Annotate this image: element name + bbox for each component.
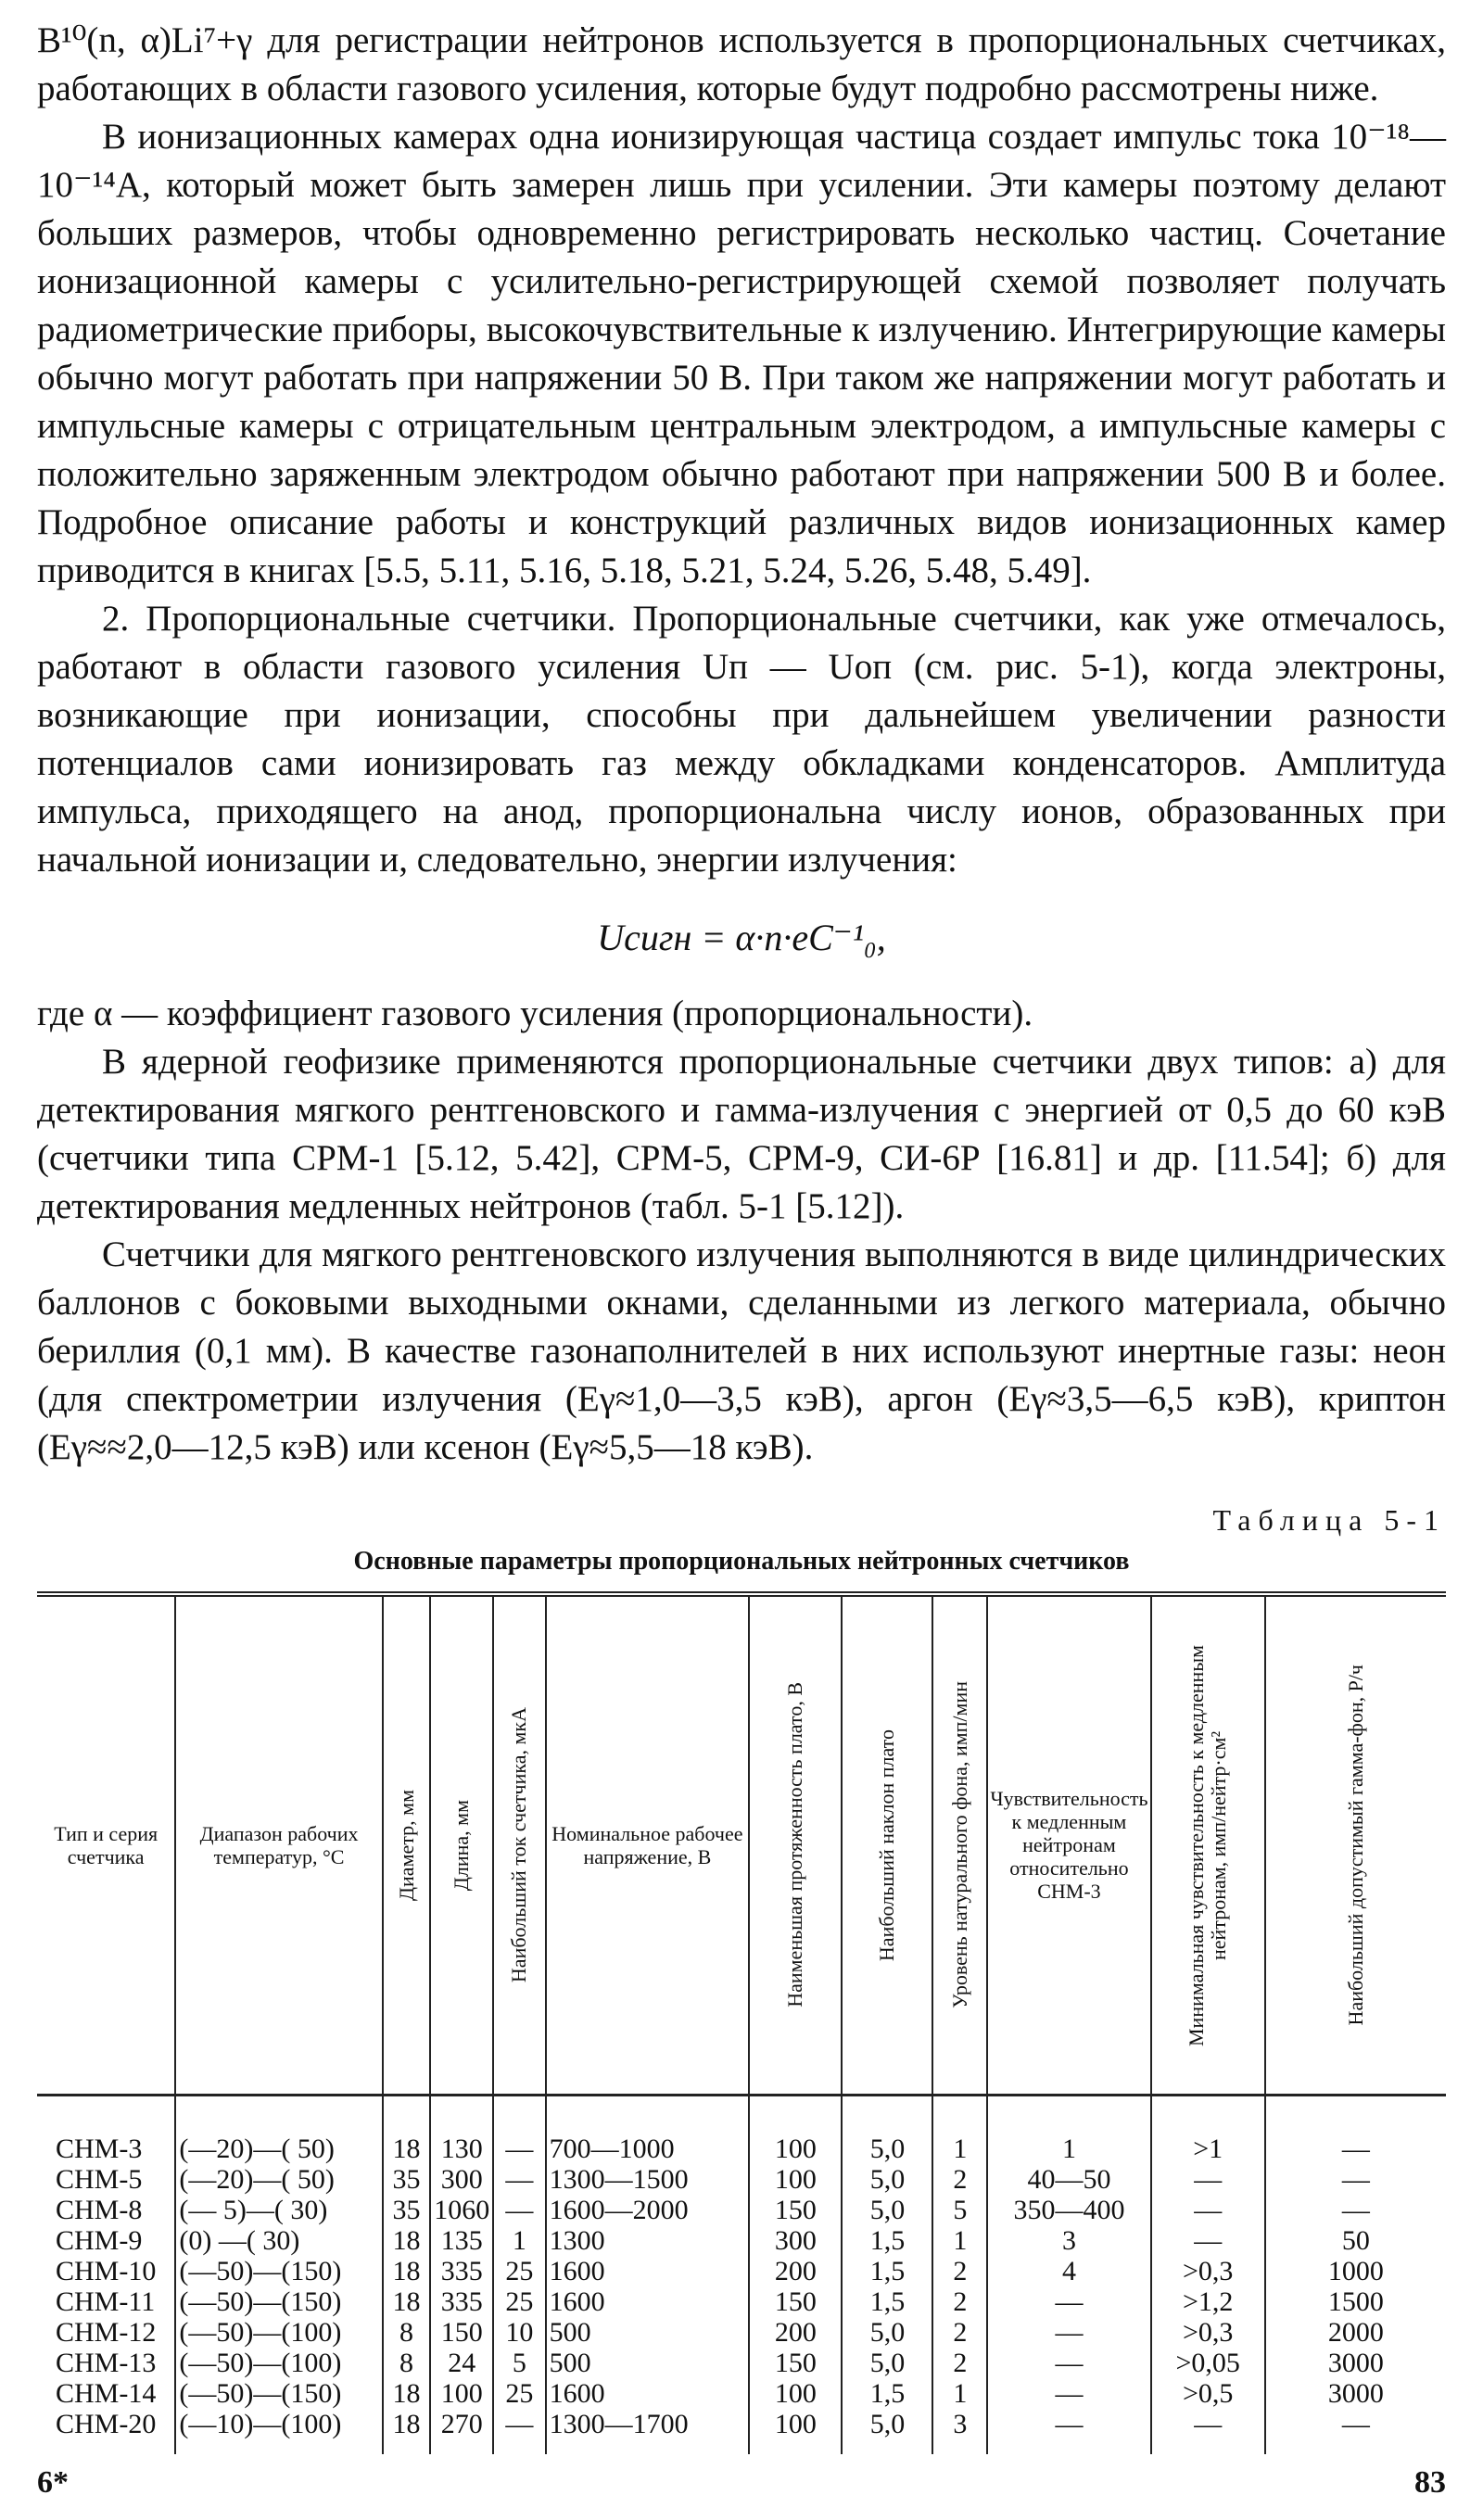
header-text: Наибольший наклон плато xyxy=(875,1729,899,1961)
parameters-table xyxy=(37,1591,1446,2454)
header-text: Наименьшая протяженность плато, В xyxy=(783,1682,807,2008)
table-cell: 1,5 xyxy=(842,2286,932,2317)
table-cell: 4 xyxy=(987,2256,1150,2286)
table-cell: 1600 xyxy=(546,2286,750,2317)
table-cell: (—50)—(150) xyxy=(175,2256,382,2286)
table-cell: (— 5)—( 30) xyxy=(175,2195,382,2225)
table-cell: (—20)—( 50) xyxy=(175,2164,382,2195)
table-cell: 700—1000 xyxy=(546,2095,750,2164)
header-cell xyxy=(37,1594,175,2095)
table-cell: 150 xyxy=(430,2317,493,2348)
header-row xyxy=(37,1594,1446,2095)
table-cell: 25 xyxy=(493,2286,545,2317)
table-cell: 5 xyxy=(493,2348,545,2378)
table-cell: 25 xyxy=(493,2256,545,2286)
table-cell: 100 xyxy=(749,2164,842,2195)
table-cell: — xyxy=(1265,2409,1446,2454)
table-cell: СНМ-20 xyxy=(56,2408,157,2439)
table-cell: >0,3 xyxy=(1151,2256,1265,2286)
table-cell: 1 xyxy=(932,2378,987,2409)
table-cell: — xyxy=(987,2286,1150,2317)
table-cell: 1600 xyxy=(546,2256,750,2286)
table-cell: 500 xyxy=(546,2348,750,2378)
formula: Uсигн = α·n·eC⁻¹₀, xyxy=(597,917,886,958)
table-row xyxy=(37,2317,1446,2348)
header-cell xyxy=(1265,1594,1446,2095)
table-cell: 1,5 xyxy=(842,2256,932,2286)
page-number: 83 xyxy=(1414,2465,1446,2500)
table-cell: 1600—2000 xyxy=(546,2195,750,2225)
table-cell: >0,3 xyxy=(1151,2317,1265,2348)
table-cell: 3000 xyxy=(1265,2378,1446,2409)
table-cell: 335 xyxy=(430,2286,493,2317)
table-cell: 40—50 xyxy=(987,2164,1150,2195)
table-cell: (—50)—(100) xyxy=(175,2317,382,2348)
table-cell: 2 xyxy=(932,2164,987,2195)
table-cell: СНМ-13 xyxy=(56,2347,157,2378)
table-cell: — xyxy=(1265,2164,1446,2195)
table-cell: — xyxy=(1151,2195,1265,2225)
table-cell: 35 xyxy=(383,2164,430,2195)
header-text: Наибольший ток счетчика, мкА xyxy=(507,1707,531,1983)
table-cell: 5,0 xyxy=(842,2348,932,2378)
table-cell: СНМ-8 xyxy=(56,2194,143,2225)
table-cell: 1300—1500 xyxy=(546,2164,750,2195)
table-cell: 1300—1700 xyxy=(546,2409,750,2454)
table-cell: — xyxy=(987,2409,1150,2454)
table-row xyxy=(37,2225,1446,2256)
header-text: Уровень натурального фона, имп/мин xyxy=(947,1681,971,2009)
table-cell: 18 xyxy=(383,2256,430,2286)
table-cell: (—50)—(150) xyxy=(175,2378,382,2409)
header-cell xyxy=(493,1594,545,2095)
table-cell: 5,0 xyxy=(842,2409,932,2454)
header-text: Наибольший допустимый гамма-фон, Р/ч xyxy=(1343,1665,1367,2026)
table-cell: 150 xyxy=(749,2286,842,2317)
table-body xyxy=(37,2095,1446,2454)
header-cell xyxy=(987,1594,1150,2095)
table-cell: СНМ-5 xyxy=(56,2163,143,2195)
table-cell: — xyxy=(493,2195,545,2225)
header-text: Диаметр, мм xyxy=(394,1789,418,1901)
table-cell: — xyxy=(493,2409,545,2454)
table-cell: — xyxy=(493,2095,545,2164)
paragraph-2: В ионизационных камерах одна ионизирующая частица создает импульс тока 10⁻¹⁸—10⁻¹⁴А, который может быть замерен лишь при усилении. Эти камеры поэтому делают больших размеров, чтобы одновременно регистрировать несколько частиц. Сочетание ионизационной камеры с усилительно-регистрирующей схемой позволяет получать радиометрические приборы, высокочувствительные к излучению. Интегрирующие камеры обычно могут работать при напряжении 50 В. При таком же напряжении могут работать и импульсные камеры с отрицательным центральным электродом, а импульсные камеры с положительно заряженным электродом обычно работают при напряжении 500 В и более. Подробное описание работы и конструкций различных видов ионизационных камер приводится в книгах [5.5, 5.11, 5.16, 5.18, 5.21, 5.24, 5.26, 5.48, 5.49]. xyxy=(37,117,1446,590)
table-cell: 150 xyxy=(749,2195,842,2225)
table-cell: >1,2 xyxy=(1151,2286,1265,2317)
paragraph-5: В ядерной геофизике применяются пропорциональные счетчики двух типов: а) для детектирования мягкого рентгеновского и гамма-излучения с энергией от 0,5 до 60 кэВ (счетчики типа СРМ-1 [5.12, 5.42], СРМ-5, СРМ-9, СИ-6Р [16.81] и др. [11.54]; б) для детектирования медленных нейтронов (табл. 5-1 [5.12]). xyxy=(37,1042,1446,1226)
table-label: Таблица 5-1 xyxy=(1212,1503,1446,1537)
table-cell: 18 xyxy=(383,2225,430,2256)
table-cell: 1060 xyxy=(430,2195,493,2225)
table-cell: 100 xyxy=(749,2095,842,2164)
table-cell: 2 xyxy=(932,2256,987,2286)
table-cell: 350—400 xyxy=(987,2195,1150,2225)
header-cell xyxy=(1151,1594,1265,2095)
table-cell: 2 xyxy=(932,2286,987,2317)
header-cell xyxy=(175,1594,382,2095)
header-text: Номинальное рабочее напряжение, В xyxy=(551,1821,743,1868)
table-cell: — xyxy=(1151,2164,1265,2195)
table-row xyxy=(37,2348,1446,2378)
table-cell: (—10)—(100) xyxy=(175,2409,382,2454)
table-row xyxy=(37,2409,1446,2454)
table-cell: 1 xyxy=(493,2225,545,2256)
table-cell: 5,0 xyxy=(842,2195,932,2225)
table-cell: СНМ-3 xyxy=(56,2133,143,2164)
table-cell: 8 xyxy=(383,2348,430,2378)
table-cell: 1000 xyxy=(1265,2256,1446,2286)
header-cell xyxy=(546,1594,750,2095)
table-row xyxy=(37,2095,1446,2164)
page-footer xyxy=(37,2465,1446,2501)
table-cell: 130 xyxy=(430,2095,493,2164)
table-cell: 200 xyxy=(749,2256,842,2286)
header-cell xyxy=(842,1594,932,2095)
table-cell: 3 xyxy=(932,2409,987,2454)
table-cell: 270 xyxy=(430,2409,493,2454)
table-cell: 500 xyxy=(546,2317,750,2348)
table-cell: 8 xyxy=(383,2317,430,2348)
table-cell: СНМ-10 xyxy=(56,2255,157,2286)
table-cell: 25 xyxy=(493,2378,545,2409)
table-cell: 18 xyxy=(383,2409,430,2454)
paragraph-3: 2. Пропорциональные счетчики. Пропорциональные счетчики, как уже отмечалось, работают в области газового усиления Uп — Uоп (см. рис. 5-1), когда электроны, возникающие при ионизации, способны при дальнейшем увеличении разности потенциалов сами ионизировать газ между обкладками конденсаторов. Амплитуда импульса, приходящего на анод, пропорциональна числу ионов, образованных при начальной ионизации и, следовательно, энергии излучения: xyxy=(37,599,1446,880)
table-cell: 5,0 xyxy=(842,2317,932,2348)
table-cell: 50 xyxy=(1265,2225,1446,2256)
table-cell: — xyxy=(987,2348,1150,2378)
table-row xyxy=(37,2256,1446,2286)
paragraph-6: Счетчики для мягкого рентгеновского излучения выполняются в виде цилиндрических баллонов с боковыми выходными окнами, сделанными из легкого материала, обычно бериллия (0,1 мм). В качестве газонаполнителей в них используют инертные газы: неон (для спектрометрии излучения (Eγ≈1,0—3,5 кэВ), аргон (Eγ≈3,5—6,5 кэВ), криптон (Eγ≈≈2,0—12,5 кэВ) или ксенон (Eγ≈5,5—18 кэВ). xyxy=(37,1235,1446,1467)
paragraph-1: B¹⁰(n, α)Li⁷+γ для регистрации нейтронов используется в пропорциональных счетчиках, работающих в области газового усиления, которые будут подробно рассмотрены ниже. xyxy=(37,20,1446,108)
header-cell xyxy=(932,1594,987,2095)
table-cell: 3 xyxy=(987,2225,1150,2256)
table-cell: — xyxy=(1151,2225,1265,2256)
table-cell: 100 xyxy=(430,2378,493,2409)
paragraph-4: где α — коэффициент газового усиления (пропорциональности). xyxy=(37,994,1033,1033)
table-cell: 300 xyxy=(749,2225,842,2256)
table-cell: 1500 xyxy=(1265,2286,1446,2317)
table-cell: 2 xyxy=(932,2348,987,2378)
header-text: Тип и серия счетчика xyxy=(54,1821,158,1868)
table-cell: 300 xyxy=(430,2164,493,2195)
table-cell: 335 xyxy=(430,2256,493,2286)
table-cell: 5,0 xyxy=(842,2095,932,2164)
table-cell: 18 xyxy=(383,2095,430,2164)
table-cell: >1 xyxy=(1151,2095,1265,2164)
table-cell: (—50)—(150) xyxy=(175,2286,382,2317)
table-cell: (0) —( 30) xyxy=(175,2225,382,2256)
table-cell: СНМ-14 xyxy=(56,2377,157,2409)
header-cell xyxy=(749,1594,842,2095)
table-cell: 100 xyxy=(749,2409,842,2454)
table-cell: 200 xyxy=(749,2317,842,2348)
table-cell: — xyxy=(1151,2409,1265,2454)
page-content xyxy=(37,17,1446,2454)
table-cell: (—20)—( 50) xyxy=(175,2095,382,2164)
table-cell: 5,0 xyxy=(842,2164,932,2195)
table-row xyxy=(37,2164,1446,2195)
table-cell: (—50)—(100) xyxy=(175,2348,382,2378)
table-cell: 1 xyxy=(932,2095,987,2164)
table-cell: 10 xyxy=(493,2317,545,2348)
table-cell: 1 xyxy=(932,2225,987,2256)
table-cell: 5 xyxy=(932,2195,987,2225)
table-cell: 1,5 xyxy=(842,2378,932,2409)
table-cell: 135 xyxy=(430,2225,493,2256)
table-cell: >0,05 xyxy=(1151,2348,1265,2378)
table-cell: 1 xyxy=(987,2095,1150,2164)
table-cell: СНМ-11 xyxy=(56,2286,156,2317)
table-cell: — xyxy=(1265,2195,1446,2225)
table-cell: 24 xyxy=(430,2348,493,2378)
header-text: Минимальная чувствительность к медленным нейтронам, имп/нейтр·см² xyxy=(1185,1644,1231,2046)
table-cell: СНМ-9 xyxy=(56,2224,143,2256)
table-cell: 100 xyxy=(749,2378,842,2409)
table-cell: — xyxy=(493,2164,545,2195)
table-cell: — xyxy=(1265,2095,1446,2164)
header-cell xyxy=(383,1594,430,2095)
table-cell: 150 xyxy=(749,2348,842,2378)
header-text: Длина, мм xyxy=(450,1799,474,1891)
table-cell: 18 xyxy=(383,2286,430,2317)
table-row xyxy=(37,2378,1446,2409)
signature-mark: 6* xyxy=(37,2465,69,2500)
table-cell: СНМ-12 xyxy=(56,2316,157,2348)
table-cell: — xyxy=(987,2317,1150,2348)
table-cell: 2 xyxy=(932,2317,987,2348)
header-text: Чувствительность к медленным нейтронам относительно СНМ-3 xyxy=(990,1787,1148,1904)
table-cell: 1300 xyxy=(546,2225,750,2256)
table-cell: 35 xyxy=(383,2195,430,2225)
table-cell: 18 xyxy=(383,2378,430,2409)
header-cell xyxy=(430,1594,493,2095)
table-header xyxy=(37,1594,1446,2095)
table-title: Основные параметры пропорциональных нейтронных счетчиков xyxy=(353,1547,1130,1576)
table-cell: 2000 xyxy=(1265,2317,1446,2348)
table-cell: 1,5 xyxy=(842,2225,932,2256)
table-row xyxy=(37,2286,1446,2317)
header-text: Диапазон рабочих температур, °C xyxy=(199,1821,359,1868)
table-cell: >0,5 xyxy=(1151,2378,1265,2409)
table-cell: — xyxy=(987,2378,1150,2409)
table-row xyxy=(37,2195,1446,2225)
table-cell: 1600 xyxy=(546,2378,750,2409)
table-cell: 3000 xyxy=(1265,2348,1446,2378)
